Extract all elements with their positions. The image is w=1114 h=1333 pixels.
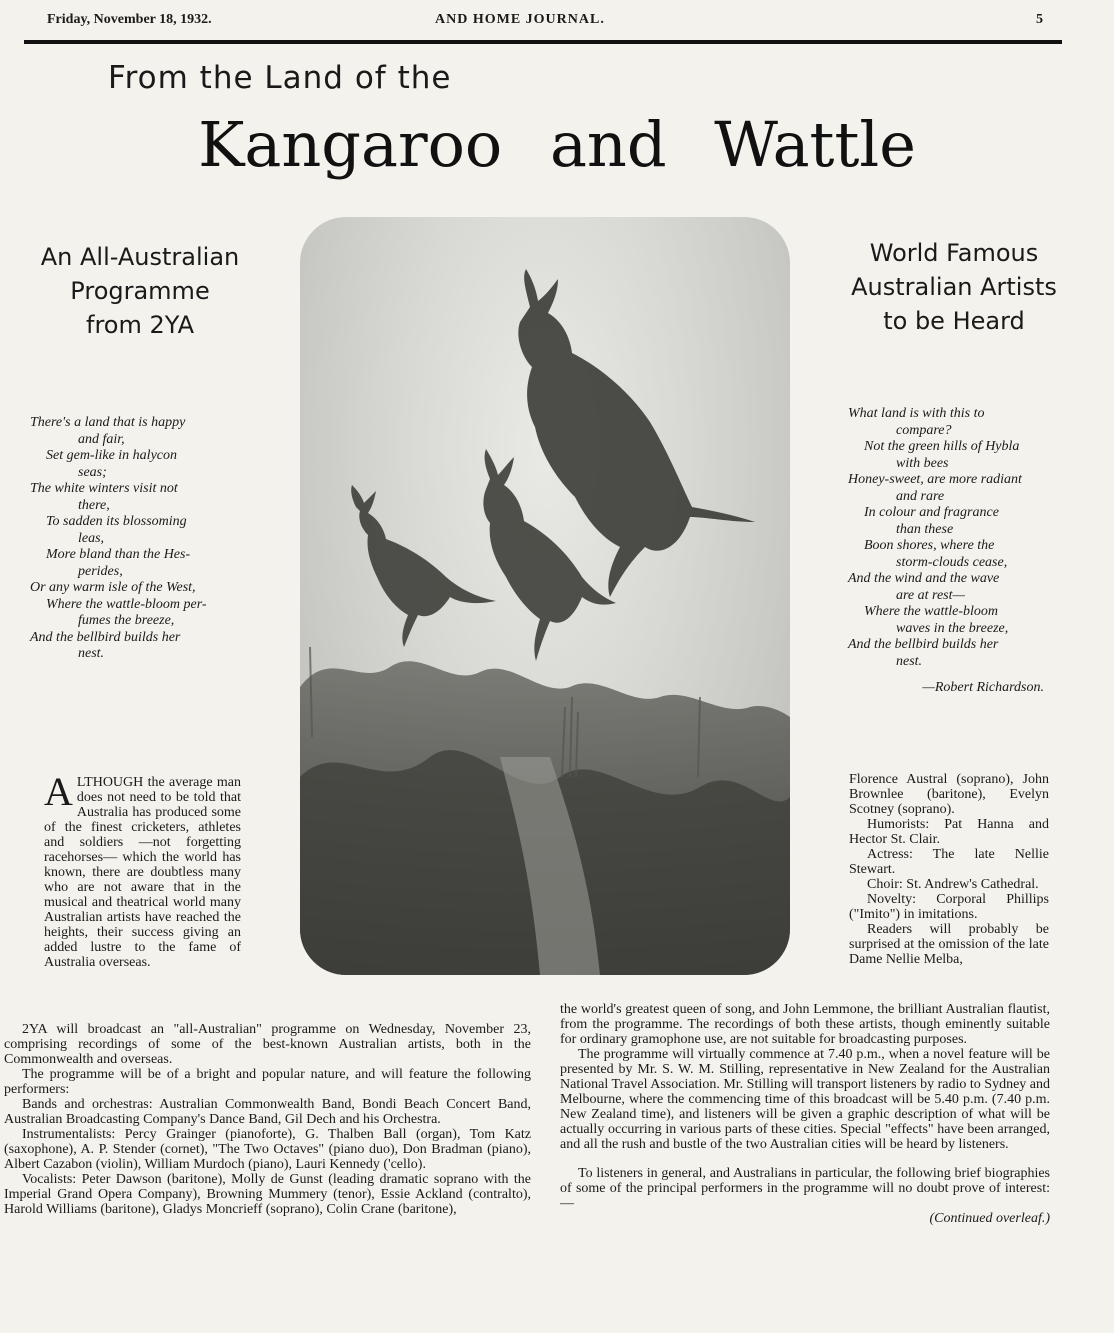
poem-credit: —Robert Richardson. <box>922 680 1044 695</box>
programme-column-right <box>560 1002 1050 1226</box>
right-poem <box>848 406 1078 670</box>
poem-line: than these <box>896 521 954 537</box>
poem-line: storm-clouds cease, <box>896 554 1008 570</box>
poem-line: And the bellbird builds her <box>848 637 999 652</box>
poem-line: and rare <box>896 488 945 504</box>
poem-line: leas, <box>78 530 105 546</box>
performer-list-continued <box>849 772 1049 967</box>
right-subhead-line: Australian Artists <box>851 273 1057 301</box>
poem-line: More bland than the Hes- <box>46 547 191 562</box>
drop-cap: A <box>44 769 73 814</box>
kangaroo-illustration <box>300 217 790 975</box>
page-number: 5 <box>1036 12 1043 27</box>
continued-note: (Continued overleaf.) <box>929 1211 1050 1226</box>
poem-line: The white winters visit not <box>30 481 178 496</box>
poem-line: there, <box>78 497 110 513</box>
header-rule <box>24 40 1062 44</box>
kangaroo-photo <box>300 217 790 975</box>
page-title: Kangaroo and Wattle <box>198 108 916 181</box>
poem-line: Where the wattle-bloom <box>864 604 999 619</box>
poem-line: perides, <box>78 563 123 579</box>
right-subhead-line: World Famous <box>869 239 1039 267</box>
poem-line: are at rest— <box>896 587 965 603</box>
paragraph: Instrumentalists: Percy Grainger (pianoforte), G. Thalben Ball (organ), Tom Katz (saxophone), A. P. Stender (cornet), "The Two Octaves" (piano duo), Don Bradman (piano), Albert Cazabon (violin), William Murdoch (piano), Lauri Kennedy ('cello). <box>4 1127 531 1172</box>
poem-line: compare? <box>896 422 952 438</box>
poem-line: seas; <box>78 464 107 480</box>
title-kicker: From the Land of the <box>108 60 452 96</box>
paragraph: The programme will be of a bright and popular nature, and will feature the following performers: <box>4 1067 531 1097</box>
paragraph: the world's greatest queen of song, and John Lemmone, the brilliant Australian flautist, from the programme. The recordings of both these artists, though eminently suitable for ordinary gramophone use, are not suitable for broadcasting purposes. <box>560 1002 1050 1047</box>
programme-column-left <box>4 1022 531 1217</box>
intro-paragraph <box>44 769 241 970</box>
paragraph: Novelty: Corporal Phillips ("Imito") in imitations. <box>849 892 1049 922</box>
journal-name: AND HOME JOURNAL. <box>435 12 605 27</box>
poem-line: with bees <box>896 455 949 471</box>
poem-line: Not the green hills of Hybla <box>864 439 1020 454</box>
right-subhead-line: to be Heard <box>883 307 1025 335</box>
poem-line: And the wind and the wave <box>848 571 1000 586</box>
poem-line: waves in the breeze, <box>896 620 1009 636</box>
left-poem <box>30 415 270 663</box>
paragraph: Vocalists: Peter Dawson (baritone), Molly de Gunst (leading dramatic soprano with the Imperial Grand Opera Company), Browning Mummery (tenor), Essie Ackland (contralto), Harold Williams (baritone), Gladys Moncrieff (soprano), Colin Crane (baritone), <box>4 1172 531 1217</box>
left-subhead-line: from 2YA <box>86 311 194 339</box>
left-subhead-line: Programme <box>70 277 210 305</box>
left-subhead <box>20 240 260 342</box>
paragraph: The programme will virtually commence at 7.40 p.m., when a novel feature will be presented by Mr. S. W. M. Stilling, representative in New Zealand for the Australian National Travel Association. Mr. Stilling will transport listeners by radio to Sydney and Melbourne, where the commencing time of this broadcast will be 5.40 p.m. (7.40 p.m. New Zealand time), and listeners will be given a graphic description of what will be actually occurring in various parts of these cities. Special "effects" have been arranged, and all the rush and bustle of the two Australian cities will be heard by listeners. <box>560 1047 1050 1152</box>
poem-line: In colour and fragrance <box>864 505 999 520</box>
paragraph: Florence Austral (soprano), John Brownlee (baritone), Evelyn Scotney (soprano). <box>849 772 1049 817</box>
issue-date: Friday, November 18, 1932. <box>47 12 212 27</box>
right-subhead <box>838 236 1070 338</box>
intro-text: LTHOUGH the average man does not need to be told that Australia has produced some of the finest cricketers, athletes and soldiers —not forgetting racehorses— which the world has known, there are doubtless many who are not aware that in the musical and theatrical world many Australian artists have reached the heights, their success giving an added lustre to the fame of Australia overseas. <box>44 775 241 970</box>
left-subhead-line: An All-Australian <box>40 243 240 271</box>
paragraph: Bands and orchestras: Australian Commonwealth Band, Bondi Beach Concert Band, Australian Broadcasting Company's Dance Band, Gil Dech and his Orchestra. <box>4 1097 531 1127</box>
paragraph: Actress: The late Nellie Stewart. <box>849 847 1049 877</box>
poem-line: Boon shores, where the <box>864 538 995 553</box>
paragraph: 2YA will broadcast an "all-Australian" programme on Wednesday, November 23, comprising recordings of some of the best-known Australian artists, both in the Commonwealth and overseas. <box>4 1022 531 1067</box>
poem-line: Or any warm isle of the West, <box>30 580 196 595</box>
poem-line: There's a land that is happy <box>30 415 186 430</box>
poem-line: And the bellbird builds her <box>30 629 181 645</box>
poem-line: and fair, <box>78 431 125 447</box>
paragraph: Humorists: Pat Hanna and Hector St. Clair. <box>849 817 1049 847</box>
poem-line: nest. <box>78 646 105 661</box>
paragraph: Choir: St. Andrew's Cathedral. <box>867 877 1039 892</box>
poem-line: Where the wattle-bloom per- <box>46 596 207 612</box>
poem-line: Set gem-like in halycon <box>46 448 178 463</box>
poem-line: fumes the breeze, <box>78 613 175 628</box>
poem-line: What land is with this to <box>848 406 985 421</box>
poem-line: To sadden its blossoming <box>46 514 187 529</box>
paragraph: Readers will probably be surprised at the omission of the late Dame Nellie Melba, <box>849 922 1049 967</box>
paragraph: To listeners in general, and Australians in particular, the following brief biographies of some of the principal performers in the programme will no doubt prove of interest:— <box>560 1166 1050 1211</box>
poem-line: Honey-sweet, are more radiant <box>848 472 1022 487</box>
poem-line: nest. <box>896 653 923 669</box>
